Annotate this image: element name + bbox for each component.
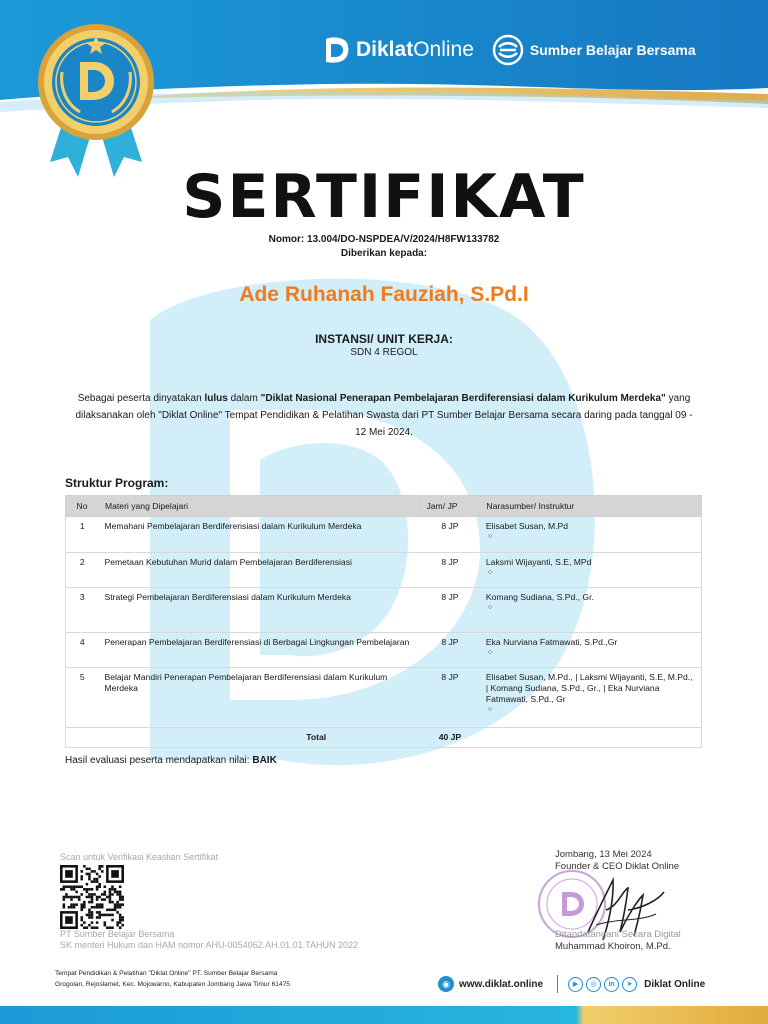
row-jp: 8 JP	[420, 668, 480, 728]
sumber-belajar-logo	[492, 34, 696, 66]
table-row	[66, 668, 702, 728]
row-narasumber	[480, 517, 702, 553]
divider	[557, 975, 558, 993]
certificate-title: SERTIFIKAT	[182, 162, 586, 232]
row-narasumber	[480, 633, 702, 668]
sumber-belajar-logo-icon	[492, 34, 524, 66]
bullet-icon: ○	[487, 533, 493, 540]
total-label: Total	[98, 728, 420, 748]
row-materi: Penerapan Pembelajaran Berdiferensiasi di Berbagai Lingkungan Pembelajaran	[98, 633, 420, 668]
program-table	[65, 495, 702, 748]
narasumber-text: Komang Sudiana, S.Pd., Gr.	[485, 592, 594, 602]
narasumber-text: Laksmi Wijayanti, S.E, MPd	[485, 557, 592, 567]
diklat-online-logo-icon	[322, 36, 350, 64]
row-no: 5	[66, 668, 99, 728]
institution-label: INSTANSI/ UNIT KERJA:	[315, 332, 453, 346]
evaluation-label: Hasil evaluasi peserta mendapatkan nilai:	[65, 755, 253, 766]
globe-icon: ◉	[438, 976, 454, 992]
row-jp: 8 JP	[420, 633, 480, 668]
linkedin-icon[interactable]: in	[604, 977, 619, 992]
table-row	[66, 633, 702, 668]
logo-text-thin: Online	[413, 38, 474, 61]
recipient-name: Ade Ruhanah Fauziah, S.Pd.I	[239, 283, 529, 306]
program-structure-label: Struktur Program:	[65, 476, 169, 490]
certificate-number: Nomor: 13.004/DO-NSPDEA/V/2024/H8FW133782	[268, 234, 500, 245]
footer-contact	[438, 975, 705, 993]
bullet-icon: ○	[487, 649, 493, 656]
website-link[interactable]: www.diklat.online	[459, 978, 544, 990]
header-logos	[322, 30, 696, 70]
narasumber-text: Elisabet Susan, M.Pd., | Laksmi Wijayanti, S.E, M.Pd., | Komang Sudiana, S.Pd., Gr., | Eka Nurviana Fatmawati, S.Pd., Gr	[485, 672, 693, 704]
total-empty	[66, 728, 99, 748]
row-no: 3	[66, 588, 99, 633]
narasumber-text: Elisabet Susan, M.Pd	[485, 521, 569, 531]
row-materi: Belajar Mandiri Penerapan Pembelajaran Berdiferensiasi dalam Kurikulum Merdeka	[98, 668, 420, 728]
signature-date: Jombang, 13 Mei 2024	[555, 849, 652, 860]
row-jp: 8 JP	[420, 588, 480, 633]
row-narasumber	[480, 553, 702, 588]
row-no: 2	[66, 553, 99, 588]
instagram-icon[interactable]: ◎	[586, 977, 601, 992]
row-jp: 8 JP	[420, 553, 480, 588]
youtube-icon[interactable]: ▶	[568, 977, 583, 992]
row-no: 4	[66, 633, 99, 668]
digital-signature-note: Ditandatangani Secara Digital	[555, 929, 681, 940]
evaluation-value: BAIK	[252, 755, 277, 766]
row-no: 1	[66, 517, 99, 553]
footer-banner	[0, 1006, 768, 1024]
diklat-online-logo	[322, 36, 474, 64]
table-row	[66, 553, 702, 588]
total-value: 40 JP	[420, 728, 480, 748]
company-name: PT Sumber Belajar Bersama	[60, 929, 175, 939]
row-narasumber	[480, 668, 702, 728]
given-to-label: Diberikan kepada:	[340, 248, 428, 259]
row-narasumber	[480, 588, 702, 633]
logo-text-bold: Diklat	[356, 38, 414, 61]
statement-part: dalam	[227, 393, 261, 404]
award-medal-icon	[28, 12, 164, 182]
verification-qr-code-icon[interactable]	[60, 865, 124, 929]
statement-part: Sebagai peserta dinyatakan	[77, 393, 205, 404]
bullet-icon: ○	[487, 706, 493, 713]
header-materi: Materi yang Dipelajari	[98, 496, 420, 517]
footer-address-line1: Tempat Pendidikan & Pelatihan "Diklat Online" PT. Sumber Belajar Bersama	[55, 970, 278, 977]
total-empty	[480, 728, 702, 748]
table-row	[66, 517, 702, 553]
table-total-row	[66, 728, 702, 748]
certificate-statement	[70, 390, 698, 441]
evaluation-result	[65, 755, 277, 766]
row-materi: Pemetaan Kebutuhan Murid dalam Pembelajaran Berdiferensiasi	[98, 553, 420, 588]
row-jp: 8 JP	[420, 517, 480, 553]
bullet-icon: ○	[487, 604, 493, 611]
footer-address-line2: Grogolan, Rejoslamet, Kec. Mojowarno, Kabupaten Jombang Jawa Timur 61475	[55, 981, 290, 988]
company-legal: SK menteri Hukum dan HAM nomor AHU-0054062.AH.01.01.TAHUN 2022	[60, 940, 358, 950]
signer-name: Muhammad Khoiron, M.Pd.	[555, 941, 671, 952]
statement-course: "Diklat Nasional Penerapan Pembelajaran Berdiferensiasi dalam Kurikulum Merdeka"	[260, 393, 666, 404]
statement-part: yang dilaksanakan oleh "Diklat Online" Tempat Pendidikan & Pelatihan Swasta dari PT Sumber Belajar Bersama secara daring pada tanggal 09 - 12 Mei 2024.	[75, 393, 693, 438]
header-jp: Jam/ JP	[420, 496, 480, 517]
footer-brand: Diklat Online	[644, 978, 706, 990]
statement-lulus: lulus	[204, 393, 228, 404]
table-header-row	[66, 496, 702, 517]
telegram-icon[interactable]: ➤	[622, 977, 637, 992]
signature-role: Founder & CEO Diklat Online	[555, 861, 680, 872]
table-row	[66, 588, 702, 633]
header-narasumber: Narasumber/ Instruktur	[480, 496, 702, 517]
row-materi: Memahani Pembelajaran Berdiferensiasi dalam Kurikulum Merdeka	[98, 517, 420, 553]
verification-scan-text: Scan untuk Verifikasi Keaslian Sertifikat	[60, 852, 219, 862]
bullet-icon: ○	[487, 569, 493, 576]
institution-value: SDN 4 REGOL	[350, 347, 418, 358]
header-no: No	[66, 496, 99, 517]
row-materi: Strategi Pembelajaran Berdiferensiasi dalam Kurikulum Merdeka	[98, 588, 420, 633]
narasumber-text: Eka Nurviana Fatmawati, S.Pd.,Gr	[485, 637, 618, 647]
sumber-belajar-text: Sumber Belajar Bersama	[529, 42, 696, 58]
